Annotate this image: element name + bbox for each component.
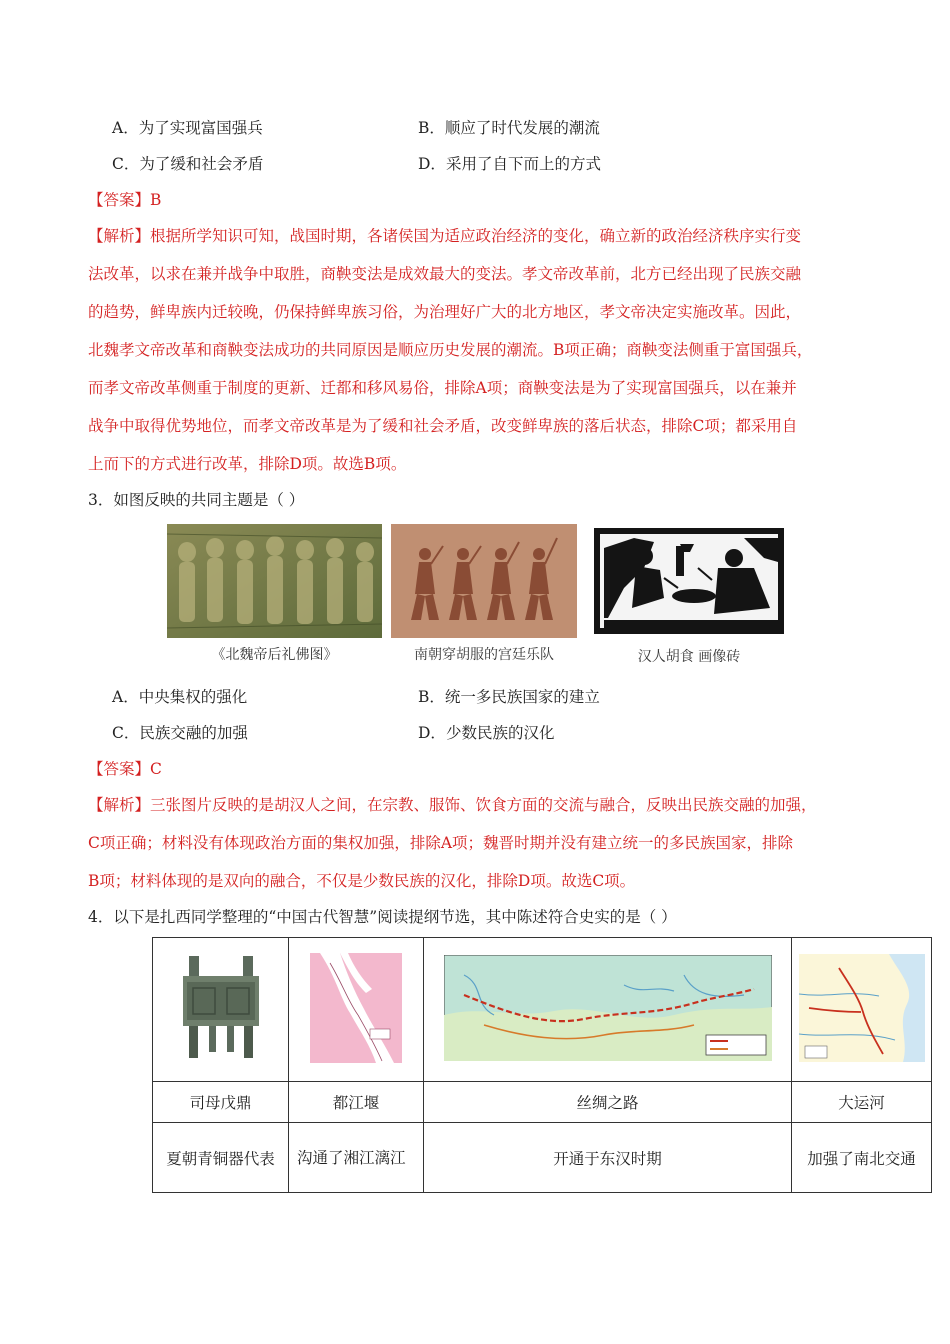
q3-analysis-line: B项；材料体现的是双向的融合，不仅是少数民族的汉化，排除D项。故选C项。	[88, 872, 636, 890]
q3-stem: 3．如图反映的共同主题是（ ）	[88, 491, 305, 509]
q2-option-d: D．采用了自下而上的方式	[418, 155, 601, 173]
bronze-ding-icon	[175, 954, 267, 1062]
grand-canal-map-icon	[799, 954, 925, 1062]
table-row	[153, 1123, 932, 1193]
name-cell: 司母戊鼎	[153, 1082, 289, 1123]
relief-worship-image	[167, 524, 382, 638]
q4-table	[152, 937, 932, 1193]
q2-analysis-line: 战争中取得优势地位，而孝文帝改革是为了缓和社会矛盾，改变鲜卑族的落后状态，排除C项；都采用自	[88, 417, 798, 435]
cell-grand-canal-map	[792, 938, 932, 1082]
q2-analysis-line: 而孝文帝改革侧重于制度的更新、迁都和移风易俗，排除A项；商鞅变法是为了实现富国强兵，以在兼并	[88, 379, 797, 397]
caption-relief: 《北魏帝后礼佛图》	[211, 647, 338, 663]
q3-option-c: C．民族交融的加强	[112, 724, 248, 742]
q2-analysis-line: 上而下的方式进行改革，排除D项。故选B项。	[88, 455, 407, 473]
hu-food-brick-image	[594, 528, 784, 634]
desc-cell: 加强了南北交通	[792, 1123, 932, 1193]
table-row	[153, 938, 932, 1082]
q2-analysis-line: 法改革，以求在兼并战争中取胜，商鞅变法是成效最大的变法。孝文帝改革前，北方已经出现了民族交融	[88, 265, 802, 283]
name-cell: 大运河	[792, 1082, 932, 1123]
q2-analysis-line: 【解析】根据所学知识可知，战国时期，各诸侯国为适应政治经济的变化，确立新的政治经济秩序实行变	[88, 227, 802, 245]
musicians-brick-image	[391, 524, 577, 638]
q3-analysis-line: 【解析】三张图片反映的是胡汉人之间，在宗教、服饰、饮食方面的交流与融合，反映出民族交融的加强，	[88, 796, 817, 814]
q2-answer: 【答案】B	[88, 191, 162, 209]
q3-option-a: A．中央集权的强化	[112, 688, 248, 706]
q3-option-d: D．少数民族的汉化	[418, 724, 555, 742]
q2-option-a: A．为了实现富国强兵	[112, 119, 263, 137]
cell-dujiangyan-map	[289, 938, 424, 1082]
silk-road-map-icon	[444, 955, 772, 1061]
caption-hu-food: 汉人胡食 画像砖	[637, 649, 741, 665]
q2-analysis-line: 的趋势，鲜卑族内迁较晚，仍保持鲜卑族习俗，为治理好广大的北方地区，孝文帝决定实施改革。因此，	[88, 303, 802, 321]
cell-ding-image	[153, 938, 289, 1082]
desc-cell: 夏朝青铜器代表	[153, 1123, 289, 1193]
name-cell: 都江堰	[289, 1082, 424, 1123]
desc-cell: 沟通了湘江漓江	[289, 1123, 424, 1193]
q3-answer: 【答案】C	[88, 760, 162, 778]
q3-option-b: B．统一多民族国家的建立	[418, 688, 600, 706]
dujiangyan-map-icon	[310, 953, 402, 1063]
q2-option-b: B．顺应了时代发展的潮流	[418, 119, 600, 137]
name-cell: 丝绸之路	[424, 1082, 792, 1123]
desc-cell: 开通于东汉时期	[424, 1123, 792, 1193]
table-row	[153, 1082, 932, 1123]
q2-analysis-line: 北魏孝文帝改革和商鞅变法成功的共同原因是顺应历史发展的潮流。B项正确；商鞅变法侧重于富国强兵，	[88, 341, 813, 359]
q2-option-c: C．为了缓和社会矛盾	[112, 155, 264, 173]
q3-analysis-line: C项正确；材料没有体现政治方面的集权加强，排除A项；魏晋时期并没有建立统一的多民族国家，排除	[88, 834, 794, 852]
caption-musicians: 南朝穿胡服的宫廷乐队	[414, 647, 554, 663]
q4-stem: 4．以下是扎西同学整理的“中国古代智慧”阅读提纲节选，其中陈述符合史实的是（ ）	[88, 908, 677, 926]
cell-silk-road-map	[424, 938, 792, 1082]
